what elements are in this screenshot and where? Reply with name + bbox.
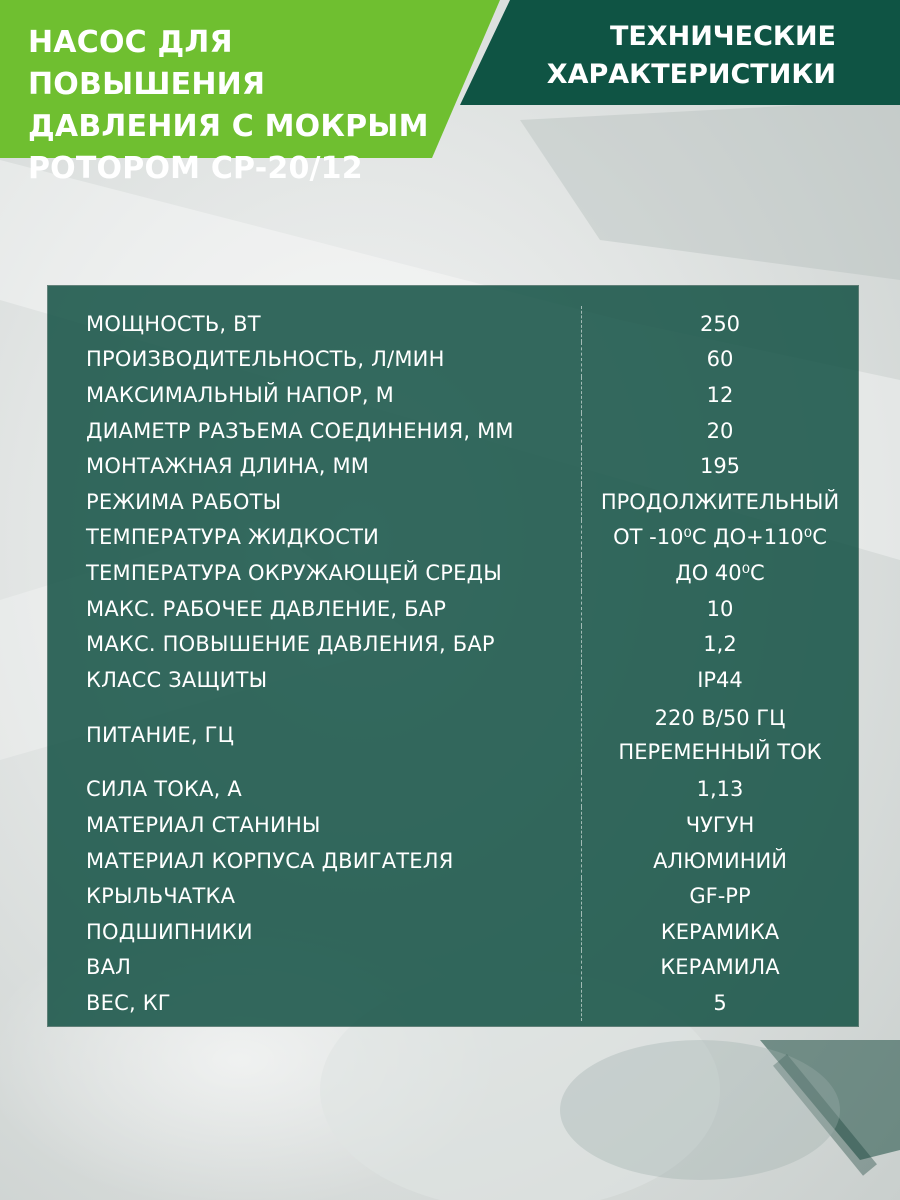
spec-value-text: КЕРАМИКА (660, 919, 780, 944)
spec-value (581, 377, 858, 413)
spec-row (48, 342, 858, 378)
spec-name: ВАЛ (86, 955, 132, 980)
spec-value-text: 195 (699, 454, 741, 479)
spec-value-text: 20 (706, 418, 734, 443)
specs-table (48, 306, 858, 1021)
spec-row (48, 413, 858, 449)
spec-name: ПРОИЗВОДИТЕЛЬНОСТЬ, Л/МИН (86, 347, 445, 372)
spec-value (581, 985, 858, 1021)
spec-row (48, 448, 858, 484)
spec-value (581, 306, 858, 342)
spec-value-text: ЧУГУН (685, 812, 755, 837)
spec-row (48, 306, 858, 342)
spec-value-text: КЕРАМИЛА (660, 955, 780, 980)
spec-value-text-line2: ПЕРЕМЕННЫЙ ТОК (618, 739, 822, 764)
spec-name: МАКСИМАЛЬНЫЙ НАПОР, М (86, 382, 394, 407)
spec-row (48, 950, 858, 986)
spec-value (581, 878, 858, 914)
section-title: ТЕХНИЧЕСКИЕ ХАРАКТЕРИСТИКИ (546, 21, 836, 90)
spec-row (48, 520, 858, 556)
spec-value (581, 555, 858, 591)
spec-row (48, 772, 858, 808)
spec-name: ДИАМЕТР РАЗЪЕМА СОЕДИНЕНИЯ, ММ (86, 418, 514, 443)
spec-row (48, 377, 858, 413)
spec-value (581, 662, 858, 698)
spec-value (581, 413, 858, 449)
spec-value-text: ОТ -10⁰С ДО+110⁰С (613, 525, 827, 550)
spec-value (581, 914, 858, 950)
spec-row (48, 807, 858, 843)
spec-value (581, 950, 858, 986)
spec-value (581, 843, 858, 879)
spec-row (48, 985, 858, 1021)
spec-value (581, 591, 858, 627)
spec-value-text: 12 (706, 382, 734, 407)
spec-name: МАКС. РАБОЧЕЕ ДАВЛЕНИЕ, БАР (86, 596, 447, 621)
spec-row (48, 914, 858, 950)
spec-name: ТЕМПЕРАТУРА ЖИДКОСТИ (86, 525, 380, 550)
spec-name: МАКС. ПОВЫШЕНИЕ ДАВЛЕНИЯ, БАР (86, 632, 495, 657)
spec-value (581, 520, 858, 556)
spec-value-text: ДО 40⁰С (675, 560, 765, 585)
spec-value-text: GF-PP (689, 884, 751, 909)
spec-row (48, 843, 858, 879)
spec-value-text: 1,2 (703, 632, 737, 657)
spec-name: КЛАСС ЗАЩИТЫ (86, 667, 268, 692)
spec-name: РЕЖИМА РАБОТЫ (86, 489, 282, 514)
spec-value-text: IP44 (697, 667, 743, 692)
spec-value-text: 5 (713, 990, 727, 1015)
spec-name: МОЩНОСТЬ, ВТ (86, 311, 261, 336)
spec-value (581, 698, 858, 772)
spec-name: МАТЕРИАЛ КОРПУСА ДВИГАТЕЛЯ (86, 848, 454, 873)
spec-row (48, 626, 858, 662)
spec-row (48, 878, 858, 914)
spec-value-text: 220 В/50 ГЦ (654, 705, 786, 730)
spec-name: МАТЕРИАЛ СТАНИНЫ (86, 812, 321, 837)
spec-value-text: 10 (706, 596, 734, 621)
spec-value-text: АЛЮМИНИЙ (653, 848, 787, 873)
spec-name: ТЕМПЕРАТУРА ОКРУЖАЮЩЕЙ СРЕДЫ (86, 560, 502, 585)
spec-row (48, 555, 858, 591)
spec-value (581, 772, 858, 808)
spec-name: МОНТАЖНАЯ ДЛИНА, ММ (86, 454, 370, 479)
spec-name: ВЕС, КГ (86, 990, 171, 1015)
spec-row (48, 662, 858, 698)
spec-value (581, 448, 858, 484)
spec-value-text: 250 (699, 311, 741, 336)
specs-panel (48, 286, 858, 1026)
spec-value-text: 1,13 (696, 777, 744, 802)
spec-value (581, 484, 858, 520)
spec-value (581, 342, 858, 378)
product-title: НАСОС ДЛЯ ПОВЫШЕНИЯ ДАВЛЕНИЯ С МОКРЫМ РОТОРОМ CP-20/12 (28, 25, 429, 186)
spec-name: СИЛА ТОКА, А (86, 777, 242, 802)
spec-name: ПОДШИПНИКИ (86, 919, 253, 944)
spec-value-text: 60 (706, 347, 734, 372)
spec-name: ПИТАНИЕ, ГЦ (86, 722, 235, 747)
spec-row (48, 591, 858, 627)
spec-row (48, 698, 858, 772)
spec-row (48, 484, 858, 520)
spec-name: КРЫЛЬЧАТКА (86, 884, 236, 909)
spec-value-text: ПРОДОЛЖИТЕЛЬНЫЙ (600, 489, 840, 514)
spec-value (581, 807, 858, 843)
spec-value (581, 626, 858, 662)
